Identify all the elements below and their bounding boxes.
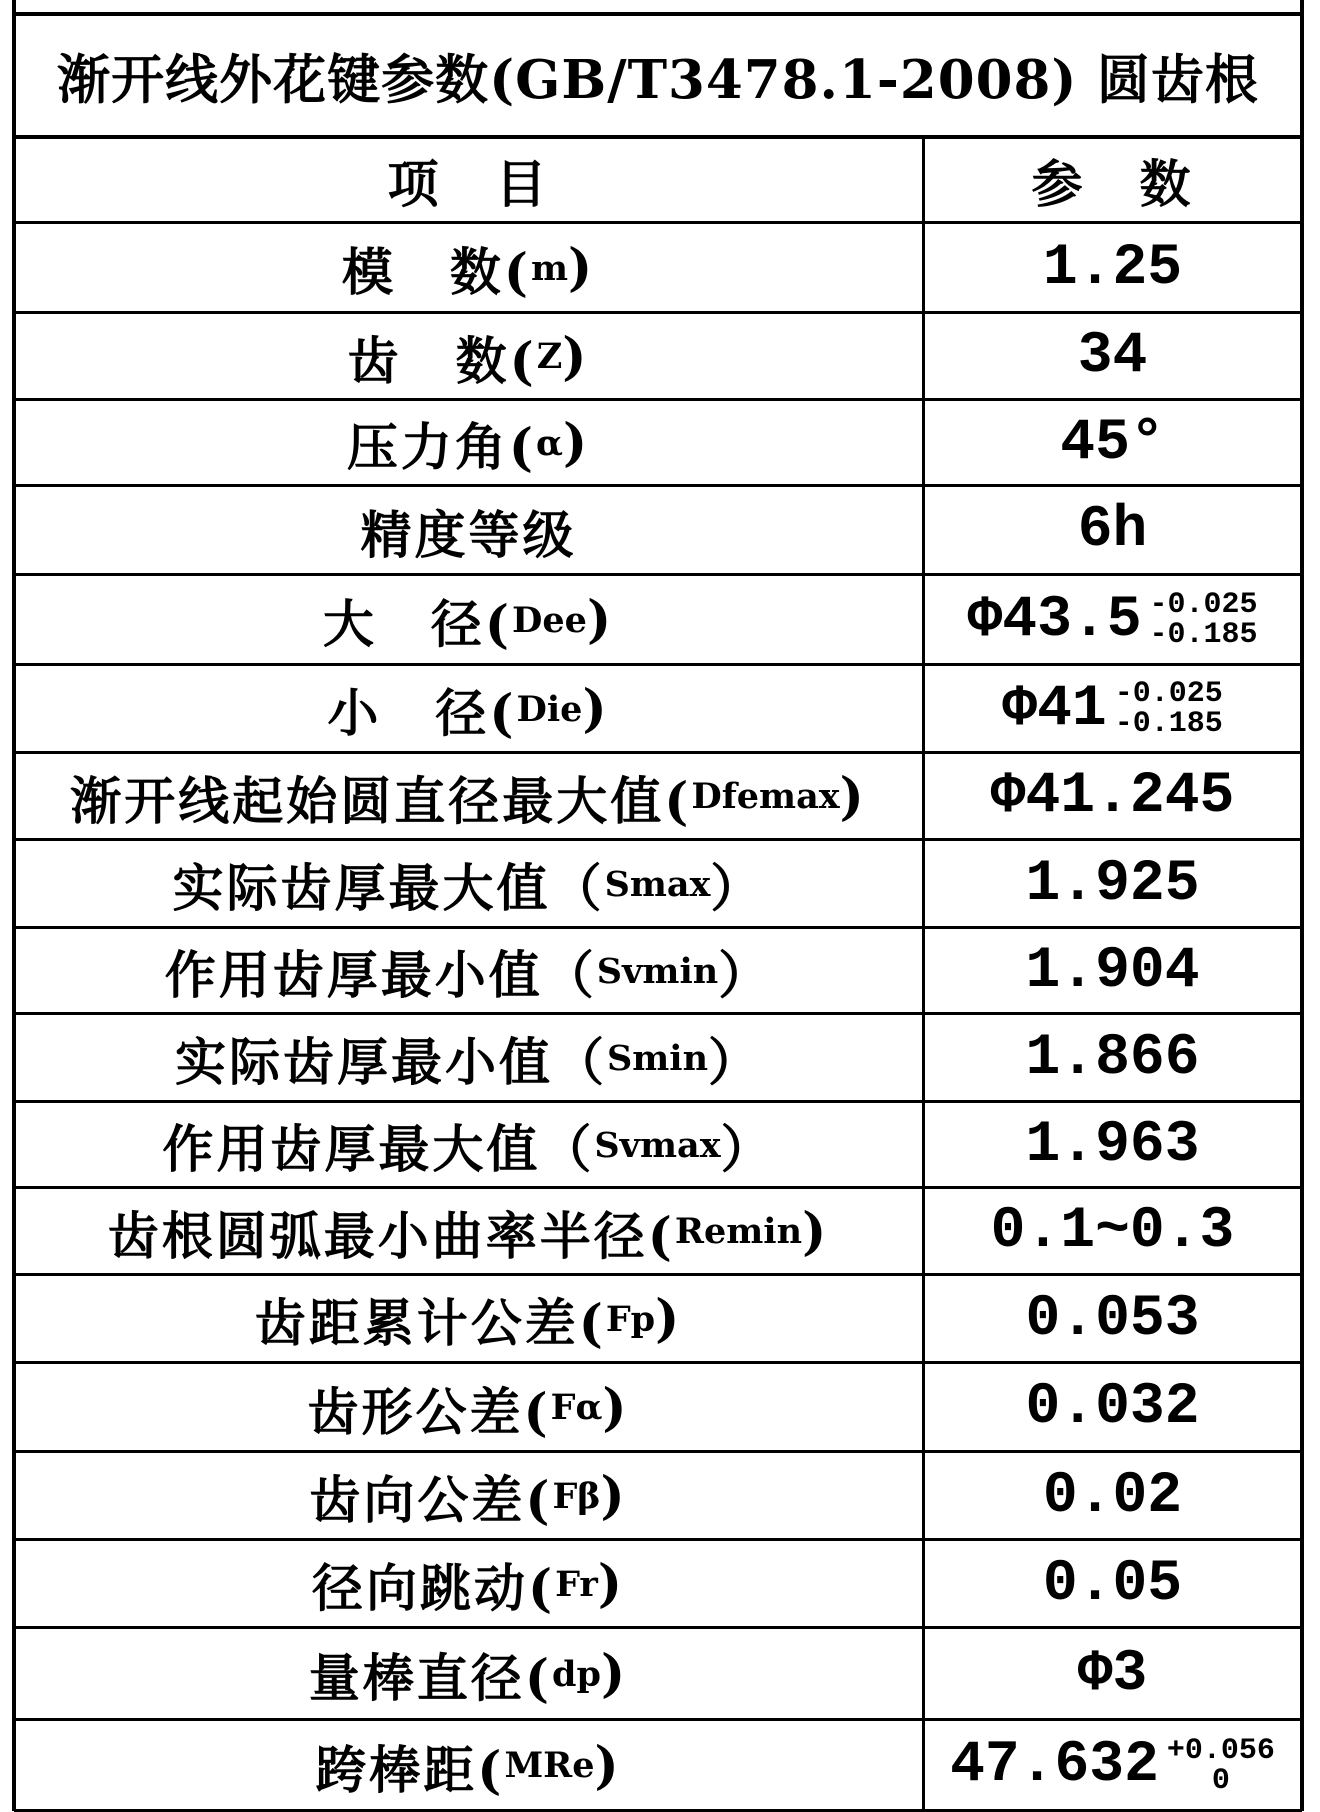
param-label [14, 1540, 923, 1628]
label-symbol: Fr [555, 1563, 598, 1605]
label-close: ) [600, 1644, 629, 1704]
param-value [923, 1275, 1302, 1363]
param-label [14, 313, 923, 400]
value-text: 0.1~0.3 [990, 1199, 1235, 1264]
param-label [14, 1452, 923, 1540]
tolerance-upper: -0.025 [1114, 677, 1223, 711]
value-text: 1.866 [1025, 1025, 1200, 1091]
label-text: 实际齿厚最小值（ [174, 1033, 607, 1093]
param-label [14, 1275, 923, 1363]
value-text: 1.904 [1025, 938, 1200, 1004]
value-text: Φ41.245 [990, 764, 1235, 829]
param-label [14, 486, 923, 575]
param-label [14, 400, 923, 486]
value-text: 0.02 [1042, 1463, 1183, 1529]
value-text: 0.05 [1042, 1551, 1183, 1617]
label-symbol: α [536, 422, 563, 464]
label-text: 齿形公差( [307, 1382, 551, 1443]
label-text: 齿向公差( [309, 1471, 553, 1531]
label-symbol: Z [536, 336, 563, 377]
param-value [923, 840, 1302, 928]
label-close: ) [568, 238, 596, 298]
param-value [923, 223, 1302, 313]
value-text: 6h [1077, 498, 1148, 563]
title-divider [14, 135, 1302, 139]
param-value [923, 486, 1302, 575]
param-label [14, 1720, 923, 1811]
param-value [923, 1014, 1302, 1102]
label-close: ) [582, 679, 610, 739]
label-symbol: Die [516, 688, 583, 730]
label-text: 大 径( [322, 595, 513, 655]
label-close: ) [600, 1466, 628, 1526]
param-label [14, 223, 923, 313]
header-item: 项 目 [387, 155, 550, 215]
label-close: ) [586, 590, 615, 650]
value-text: Φ43.5 [967, 587, 1142, 653]
value-text: 34 [1077, 324, 1148, 389]
label-symbol: MRe [504, 1745, 595, 1786]
param-value [923, 753, 1302, 840]
param-label [14, 575, 923, 665]
label-symbol: Fβ [552, 1475, 601, 1517]
label-close: ) [594, 1735, 622, 1796]
param-value [923, 1720, 1302, 1811]
label-symbol: m [530, 247, 569, 289]
tolerance [1166, 1733, 1275, 1798]
label-symbol: Smax [604, 863, 711, 905]
label-close: ） [710, 859, 765, 919]
value-text: 1.25 [1042, 235, 1183, 301]
param-label [14, 665, 923, 753]
label-text: 齿根圆弧最小曲率半径( [107, 1206, 675, 1267]
param-label [14, 1188, 923, 1275]
label-close: ) [802, 1201, 830, 1262]
value-text: 1.963 [1025, 1112, 1200, 1178]
label-symbol: Fα [550, 1387, 603, 1428]
param-label [14, 840, 923, 928]
value-text: 0.032 [1025, 1375, 1200, 1440]
param-label [14, 1363, 923, 1452]
param-value [923, 1102, 1302, 1188]
param-value [923, 575, 1302, 665]
label-symbol: Remin [674, 1211, 803, 1252]
tolerance-lower: -0.185 [1114, 707, 1223, 741]
tolerance [1115, 679, 1223, 739]
label-symbol: Dee [512, 599, 587, 641]
param-value [923, 1363, 1302, 1452]
tolerance-upper: +0.056 [1166, 1733, 1275, 1768]
value-text: 0.053 [1025, 1286, 1200, 1352]
value-text: Φ41 [1002, 676, 1107, 742]
label-symbol: Smin [606, 1037, 709, 1079]
table-title: 渐开线外花键参数(GB/T3478.1-2008) 圆齿根 [57, 48, 1259, 111]
param-value [923, 313, 1302, 400]
param-value [923, 1188, 1302, 1275]
value-text: Φ3 [1077, 1641, 1148, 1707]
value-text: 1.925 [1025, 851, 1200, 917]
label-close: ) [655, 1289, 683, 1349]
param-label [14, 928, 923, 1014]
label-close: ) [562, 413, 591, 473]
param-value [923, 1452, 1302, 1540]
value-text: 45° [1060, 410, 1165, 476]
header-param: 参 数 [1031, 155, 1194, 215]
label-close: ） [708, 1033, 763, 1093]
tolerance-lower: 0 [1211, 1763, 1230, 1798]
tolerance-lower: -0.185 [1149, 618, 1258, 652]
param-label [14, 1628, 923, 1720]
label-symbol: Dfemax [691, 776, 840, 817]
label-close: ) [602, 1377, 630, 1438]
label-close: ) [562, 326, 590, 387]
label-text: 作用齿厚最大值（ [162, 1120, 595, 1180]
label-text: 模 数( [341, 243, 531, 303]
value-text: 47.632 [950, 1733, 1159, 1798]
label-close: ) [597, 1554, 625, 1614]
label-text: 作用齿厚最小值（ [164, 946, 597, 1006]
label-text: 跨棒距( [315, 1740, 505, 1801]
label-text: 齿距累计公差( [254, 1294, 606, 1354]
label-symbol: Svmax [594, 1124, 721, 1166]
param-label [14, 1014, 923, 1102]
label-close: ) [839, 766, 867, 827]
param-value [923, 928, 1302, 1014]
param-label [14, 753, 923, 840]
label-symbol: Fp [605, 1298, 656, 1340]
param-value [923, 1540, 1302, 1628]
tolerance-upper: -0.025 [1149, 588, 1258, 622]
label-text: 齿 数( [347, 331, 537, 392]
param-value [923, 1628, 1302, 1720]
label-symbol: dp [552, 1653, 601, 1695]
param-value [923, 400, 1302, 486]
param-value [923, 665, 1302, 753]
label-symbol: Svmin [596, 950, 719, 992]
label-text: 量棒直径( [308, 1649, 553, 1709]
label-text: 精度等级 [360, 505, 577, 566]
label-text: 实际齿厚最大值（ [172, 859, 605, 919]
label-text: 渐开线起始圆直径最大值( [70, 771, 692, 832]
label-close: ） [720, 1120, 775, 1180]
label-text: 压力角( [346, 418, 537, 478]
tolerance [1150, 590, 1258, 650]
label-text: 径向跳动( [312, 1559, 556, 1619]
table-border-top [14, 12, 1302, 16]
label-close: ） [718, 946, 773, 1006]
label-text: 小 径( [327, 684, 517, 744]
param-label [14, 1102, 923, 1188]
